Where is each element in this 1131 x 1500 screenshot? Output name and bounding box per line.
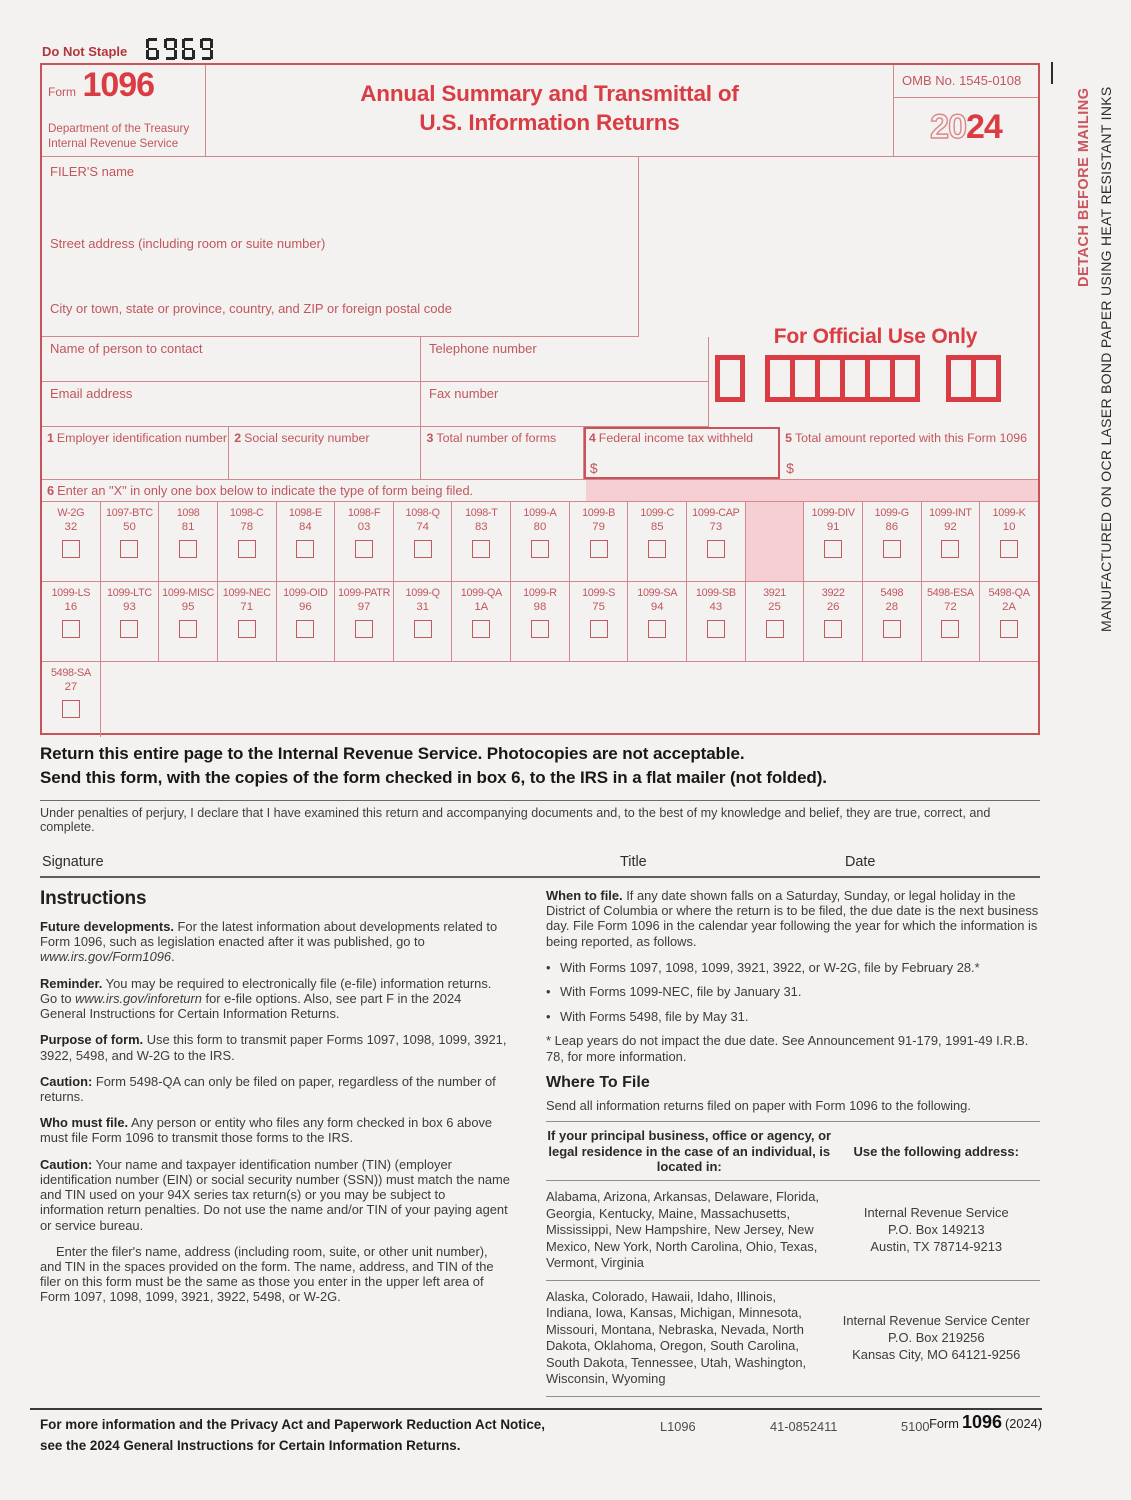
box1-number: 1: [47, 431, 54, 445]
fax-cell: [421, 382, 709, 427]
telephone-label: Telephone number: [429, 341, 537, 356]
form-type-code: 10: [1002, 521, 1016, 533]
where-to-file-intro: Send all information returns filed on paper with Form 1096 to the following.: [546, 1098, 971, 1114]
form-type-cell-1098-t: [452, 502, 511, 581]
city-state-zip-input[interactable]: [50, 318, 598, 334]
instruction-paragraph: Caution: Form 5498-QA can only be filed on paper, regardless of the number of returns.: [40, 1073, 496, 1104]
irs-address: [833, 1189, 1040, 1272]
official-use-box: [890, 355, 920, 402]
form-type-label: 1099-Q: [405, 587, 440, 599]
checkbox-1099-sb[interactable]: [707, 620, 725, 638]
checkbox-1099-nec[interactable]: [238, 620, 256, 638]
form-type-cell-1099-nec: [218, 582, 277, 661]
form-type-code: 95: [181, 601, 195, 613]
total-forms-input[interactable]: [427, 462, 564, 477]
form-type-cell-w-2g: [42, 502, 101, 581]
form-grid-row: [42, 502, 1038, 582]
form-type-code: 97: [357, 601, 371, 613]
filer-contact-block: [42, 157, 1038, 427]
form-type-label: 1099-OID: [283, 587, 328, 599]
signature-line: [40, 876, 1040, 878]
checkbox-1099-misc[interactable]: [179, 620, 197, 638]
footer-form-signature: [929, 1412, 1042, 1433]
email-cell: [42, 382, 421, 427]
form-type-cell-1098-q: [394, 502, 453, 581]
form-type-label: 1099-C: [640, 507, 675, 519]
bullet-icon: •: [546, 959, 551, 975]
where-to-file-row: [546, 1281, 1040, 1397]
form-type-label: 1099-S: [582, 587, 616, 599]
form-type-code: 71: [240, 601, 254, 613]
form-type-cell-1099-r: [511, 582, 570, 661]
where-to-file-rows: [546, 1181, 1040, 1397]
where-to-file-row: [546, 1181, 1040, 1281]
return-statements: [40, 742, 1040, 790]
contact-name-cell: [42, 337, 421, 382]
official-use-box-group: [765, 355, 920, 402]
form-type-label: 1098-C: [229, 507, 264, 519]
form-type-label: 1099-NEC: [222, 587, 271, 599]
form-type-label: W-2G: [57, 507, 85, 519]
checkbox-1099-b[interactable]: [590, 540, 608, 558]
checkbox-5498-qa[interactable]: [1000, 620, 1018, 638]
checkbox-w-2g[interactable]: [62, 540, 80, 558]
email-label: Email address: [50, 386, 133, 401]
box4-dollar-sign: $: [589, 460, 598, 476]
checkbox-1099-qa[interactable]: [472, 620, 490, 638]
form-type-cell-1098-f: [335, 502, 394, 581]
telephone-input[interactable]: [429, 358, 693, 374]
form-type-code: 86: [885, 521, 899, 533]
form-type-cell-1098: [159, 502, 218, 581]
checkbox-1099-a[interactable]: [531, 540, 549, 558]
dept-line1: Department of the Treasury: [48, 122, 190, 136]
date-label: Date: [845, 854, 876, 870]
form-type-label: 1099-A: [523, 507, 557, 519]
paper-manufacture-text: MANUFACTURED ON OCR LASER BOND PAPER USING HEAT RESISTANT INKS: [1098, 86, 1114, 632]
street-address-label: Street address (including room or suite number): [50, 236, 326, 251]
control-number-6969: [146, 38, 213, 60]
bullet-icon: •: [546, 984, 551, 1000]
official-use-box: [715, 355, 745, 402]
box5-dollar-sign: $: [786, 460, 794, 476]
box1-ein: [42, 427, 229, 479]
filer-address-cell: [42, 157, 639, 337]
deadline-bullet: [546, 984, 1040, 999]
checkbox-1099-k[interactable]: [1000, 540, 1018, 558]
form-type-code: 94: [650, 601, 664, 613]
form-type-code: 81: [181, 521, 195, 533]
form-type-cell-1099-misc: [159, 582, 218, 661]
footer-code-l1096: L1096: [660, 1419, 696, 1434]
dept-line2: Internal Revenue Service: [48, 136, 179, 150]
statement-line1: Return this entire page to the Internal Revenue Service. Photocopies are not acceptable.: [40, 744, 745, 763]
checkbox-1098-q[interactable]: [414, 540, 432, 558]
form-type-label: 1099-MISC: [162, 587, 215, 599]
form-type-label: 1099-R: [523, 587, 557, 599]
form-type-cell-3922: [804, 582, 863, 661]
city-state-zip-label: City or town, state or province, country, and ZIP or foreign postal code: [50, 301, 452, 316]
form-type-label: 3921: [763, 587, 786, 599]
contact-grid: [42, 337, 709, 427]
form-type-cell-1099-cap: [687, 502, 746, 581]
instruction-paragraph: Reminder. You may be required to electronically file (e-file) information returns. Go to www.irs.gov/inforeturn for e-file options. Also, see part F in the 2024 General Instructions for Certain Information Returns.: [40, 975, 492, 1022]
form-type-cell-5498-esa: [922, 582, 981, 661]
box3-total-forms: [421, 427, 583, 479]
official-use-box-group: [715, 355, 745, 402]
filer-name-input[interactable]: [50, 181, 598, 197]
contact-name-label: Name of person to contact: [50, 341, 203, 356]
tax-withheld-input[interactable]: [606, 462, 743, 477]
checkbox-5498-sa[interactable]: [62, 700, 80, 718]
form-type-label: 3922: [821, 587, 845, 599]
address-line: P.O. Box 149213: [887, 1222, 985, 1238]
form-type-code: 1A: [474, 601, 489, 613]
form-type-code: 75: [592, 601, 605, 613]
form-type-cell-1099-sb: [687, 582, 746, 661]
tax-year: [894, 98, 1038, 156]
official-use-boxes: [715, 355, 1036, 402]
form-type-label: 1098: [176, 507, 200, 519]
where-to-file-heading: Where To File: [546, 1074, 650, 1092]
address-line: Internal Revenue Service Center: [842, 1313, 1030, 1329]
signature-label: Signature: [42, 854, 104, 870]
form-type-label: 1098-E: [288, 507, 322, 519]
box4-label: Federal income tax withheld: [598, 431, 754, 445]
form-type-cell-1098-c: [218, 502, 277, 581]
form-main-box: [40, 63, 1040, 735]
form-type-code: 31: [416, 601, 429, 613]
perjury-statement: Under penalties of perjury, I declare that I have examined this return and accompanying documents and, to the best of my knowledge and belief, they are true, correct, and complete.: [40, 806, 991, 834]
states-list: Alaska, Colorado, Hawaii, Idaho, Illinois, Indiana, Iowa, Kansas, Michigan, Minnesota, Missouri, Montana, Nebraska, Nevada, North Dakota, Oklahoma, Oregon, South Carolina, South Dakota, Tennessee, Utah, Washington, Wisconsin, Wyoming: [546, 1288, 807, 1387]
statement-line2: Send this form, with the copies of the form checked in box 6, to the IRS in a flat mailer (not folded).: [40, 768, 827, 788]
control-digit-9: [200, 38, 213, 60]
checkbox-1099-r[interactable]: [531, 620, 549, 638]
instructions-left-column: [40, 888, 510, 1397]
checkbox-1099-int[interactable]: [941, 540, 959, 558]
where-to-file-table: [546, 1121, 1040, 1397]
box6-number: 6: [47, 483, 55, 498]
contact-name-input[interactable]: [50, 358, 398, 374]
detach-before-mailing-text: DETACH BEFORE MAILING: [1076, 87, 1092, 287]
bullet-text: With Forms 5498, file by May 31.: [560, 1008, 749, 1024]
form-type-code: 73: [709, 521, 723, 533]
form-type-label: 1099-SB: [695, 587, 736, 599]
checkbox-1099-div[interactable]: [824, 540, 842, 558]
form-type-label: 1099-G: [874, 507, 909, 519]
form-type-cell-1099-g: [863, 502, 922, 581]
year-prefix: 20: [930, 107, 966, 146]
filer-name-label: FILER'S name: [50, 164, 135, 179]
box5-number: 5: [785, 431, 792, 445]
instruction-paragraph: Caution: Your name and taxpayer identification number (TIN) (employer identification number (EIN) or social security number (SSN)) must match the name and TIN used on your 94X series tax return(s) or you may be subject to information return penalties. Do not use the name and/or TIN of your paying agent or service bureau.: [40, 1156, 510, 1233]
form-type-cell-1099-k: [980, 502, 1038, 581]
form-type-cell-1098-e: [277, 502, 336, 581]
form-type-code: 26: [826, 601, 840, 613]
checkbox-1098-t[interactable]: [472, 540, 490, 558]
checkbox-1098-f[interactable]: [355, 540, 373, 558]
form-type-label: 1099-QA: [460, 587, 502, 599]
form-type-label: 1099-B: [582, 507, 616, 519]
irs-address: [833, 1289, 1040, 1388]
footer-form-number: 1096: [961, 1412, 1002, 1432]
form-type-label: 1099-CAP: [692, 507, 740, 519]
form-type-code: 25: [768, 601, 781, 613]
form-type-cell-1099-sa: [628, 582, 687, 661]
box6-row: [42, 480, 1038, 502]
instruction-paragraph: Future developments. For the latest information about developments related to Form 1096, such as legislation enacted after it was published, go to www.irs.gov/Form1096.: [40, 919, 498, 965]
control-digit-6: [146, 38, 159, 60]
do-not-staple-label: Do Not Staple: [42, 44, 128, 59]
table-col2-header: Use the following address:: [853, 1143, 1019, 1159]
address-line: Internal Revenue Service: [863, 1205, 1009, 1221]
form-title-line1: Annual Summary and Transmittal of: [360, 81, 739, 106]
checkbox-3921[interactable]: [766, 620, 784, 638]
form-word-label: Form: [48, 85, 76, 99]
shaded-band: [586, 480, 1038, 501]
form-type-code: 72: [944, 601, 957, 613]
form-type-code: 78: [240, 521, 254, 533]
form-type-cell-1099-ltc: [101, 582, 160, 661]
checkbox-1099-ltc[interactable]: [120, 620, 138, 638]
form-type-cell-1099-a: [511, 502, 570, 581]
form-type-code: 93: [123, 601, 136, 613]
form-type-cell-1097-btc: [101, 502, 160, 581]
where-to-file-header: [546, 1122, 1040, 1181]
footer-notice-line1: For more information and the Privacy Act and Paperwork Reduction Act Notice,: [40, 1417, 545, 1432]
form-title-line2: U.S. Information Returns: [419, 110, 680, 136]
official-use-box-group: [946, 355, 1001, 402]
footer-notice: [40, 1415, 545, 1457]
form-type-code: 28: [885, 601, 899, 613]
checkbox-1099-patr[interactable]: [355, 620, 373, 638]
form-type-code: 98: [533, 601, 547, 613]
official-use-area: [709, 157, 1042, 427]
form-number-cell: [42, 65, 206, 156]
total-amount-input[interactable]: [802, 462, 983, 477]
form-type-code: 84: [299, 521, 312, 533]
form-header-row: [42, 65, 1038, 157]
boxes-1-5-row: [42, 427, 1038, 480]
telephone-cell: [421, 337, 709, 382]
box6-label: Enter an "X" in only one box below to indicate the type of form being filed.: [57, 483, 474, 498]
form-type-code: 2A: [1002, 601, 1017, 613]
form-type-cell-5498: [863, 582, 922, 661]
form-type-label: 1099-K: [992, 507, 1026, 519]
checkbox-1097-btc[interactable]: [120, 540, 138, 558]
form-type-cell-1099-oid: [277, 582, 336, 661]
footer-form-word: Form: [929, 1416, 959, 1431]
checkbox-1099-ls[interactable]: [62, 620, 80, 638]
checkbox-1099-g[interactable]: [883, 540, 901, 558]
divider-rule: [40, 800, 1040, 801]
ssn-input[interactable]: [235, 462, 398, 477]
form-type-code: 03: [357, 521, 371, 533]
form-grid-row: [42, 582, 1038, 662]
checkbox-1099-s[interactable]: [590, 620, 608, 638]
form-type-grid: [42, 502, 1038, 737]
checkbox-1099-sa[interactable]: [648, 620, 666, 638]
footer-code-5100: 5100: [901, 1419, 930, 1434]
form-type-label: 5498-ESA: [927, 587, 974, 599]
year-suffix: 24: [966, 107, 1002, 146]
form-type-cell-1099-ls: [42, 582, 101, 661]
footer-form-year: (2024): [1005, 1416, 1042, 1431]
form-type-cell-1099-patr: [335, 582, 394, 661]
form-title: [206, 65, 893, 156]
form-type-label: 1099-LTC: [107, 587, 152, 599]
footer-code-catalog: 41-0852411: [770, 1419, 838, 1434]
checkbox-1099-cap[interactable]: [707, 540, 725, 558]
fax-label: Fax number: [429, 386, 499, 401]
form-type-label: 1099-LS: [51, 587, 91, 599]
when-to-file-paragraph: When to file. If any date shown falls on a Saturday, Sunday, or legal holiday in the District of Columbia or where the return is to be filed, the due date is the next business day. File Form 1096 in the calendar year following the year for which the information is being reported, as follows.: [546, 888, 1039, 949]
form-type-code: 91: [826, 521, 840, 533]
table-col1-header: If your principal business, office or agency, or legal residence in the case of an individual, is located in:: [547, 1128, 832, 1174]
checkbox-1099-q[interactable]: [414, 620, 432, 638]
checkbox-1098[interactable]: [179, 540, 197, 558]
form-type-label: 5498: [880, 587, 904, 599]
box3-label: Total number of forms: [436, 431, 557, 445]
checkbox-1099-c[interactable]: [648, 540, 666, 558]
box2-number: 2: [234, 431, 242, 445]
checkbox-5498[interactable]: [883, 620, 901, 638]
department-lines: [48, 122, 189, 151]
bullet-text: With Forms 1097, 1098, 1099, 3921, 3922, or W-2G, file by February 28.*: [560, 959, 980, 975]
address-line: P.O. Box 219256: [887, 1330, 985, 1346]
form-type-label: 1099-INT: [929, 507, 972, 519]
form-type-label: 1099-SA: [637, 587, 678, 599]
box4-number: 4: [588, 431, 596, 445]
form-type-cell-1099-s: [570, 582, 629, 661]
shaded-cell: [746, 502, 805, 581]
official-use-box: [971, 355, 1001, 402]
signature-field[interactable]: [120, 856, 540, 874]
form-type-code: 96: [299, 601, 312, 613]
form-type-cell-1099-qa: [452, 582, 511, 661]
form-type-cell-1099-int: [922, 502, 981, 581]
registration-mark: [1051, 62, 1053, 84]
checkbox-5498-esa[interactable]: [941, 620, 959, 638]
form-type-label: 1099-PATR: [337, 587, 391, 599]
form-type-code: 32: [64, 521, 78, 533]
form-type-code: 27: [64, 681, 78, 693]
form-type-cell-3921: [746, 582, 805, 661]
box5-label: Total amount reported with this Form 1096: [794, 431, 1028, 445]
form-type-cell-5498-qa: [980, 582, 1038, 661]
filing-deadline-bullets: [546, 960, 1040, 1024]
form-type-label: 5498-SA: [50, 667, 91, 679]
ein-input[interactable]: [48, 462, 206, 477]
footer-notice-line2: see the 2024 General Instructions for Certain Information Returns.: [40, 1437, 461, 1453]
form-type-cell-1099-div: [804, 502, 863, 581]
instructions-heading: Instructions: [40, 888, 147, 909]
box4-tax-withheld: [584, 427, 780, 479]
box1-label: Employer identification number: [56, 431, 228, 445]
form-type-code: 16: [64, 601, 78, 613]
form-type-code: 43: [709, 601, 723, 613]
form-type-code: 85: [650, 521, 664, 533]
instructions-left-paragraphs: [40, 919, 510, 1305]
address-line: Austin, TX 78714-9213: [870, 1238, 1003, 1254]
form-grid-row: [42, 662, 1038, 737]
form-type-label: 1099-DIV: [811, 507, 855, 519]
instruction-paragraph: Who must file. Any person or entity who files any form checked in box 6 above must file Form 1096 to transmit those forms to the IRS.: [40, 1115, 493, 1146]
form-type-cell-1099-c: [628, 502, 687, 581]
official-use-title: For Official Use Only: [773, 325, 978, 348]
form-number: 1096: [82, 66, 155, 104]
fax-input[interactable]: [429, 403, 693, 419]
deadline-bullet: [546, 1009, 1040, 1024]
form-type-cell-5498-sa: [42, 662, 101, 737]
box2-ssn: [229, 427, 421, 479]
instructions-section: [40, 888, 1040, 1397]
control-digit-9: [164, 38, 177, 60]
form-type-label: 1098-T: [465, 507, 498, 519]
form-type-label: 1098-F: [347, 507, 381, 519]
states-list: Alabama, Arizona, Arkansas, Delaware, Florida, Georgia, Kentucky, Maine, Massachusetts, Mississippi, New Hampshire, New Jersey, New Mexico, New York, North Carolina, Ohio, Texas, Vermont, Virginia: [546, 1189, 819, 1271]
form-type-cell-1099-b: [570, 502, 629, 581]
omb-cell: [893, 65, 1038, 156]
checkbox-1098-e[interactable]: [296, 540, 314, 558]
bullet-icon: •: [546, 1008, 551, 1024]
footer-rule: [30, 1408, 1042, 1410]
instruction-paragraph: Enter the filer's name, address (including room, suite, or other unit number), and TIN in the spaces provided on the form. The name, address, and TIN of the filer on this form must be the same as those you enter in the upper left area of Form 1097, 1098, 1099, 3921, 3922, 5498, or W-2G.: [40, 1243, 494, 1305]
form-type-label: 1097-BTC: [106, 507, 153, 519]
form-type-label: 5498-QA: [988, 587, 1030, 599]
title-label: Title: [620, 854, 647, 870]
control-digit-6: [182, 38, 195, 60]
checkbox-3922[interactable]: [824, 620, 842, 638]
leap-year-footnote: * Leap years do not impact the due date. See Announcement 91-179, 1991-49 I.R.B. 78, for more information.: [546, 1033, 1029, 1064]
omb-number: OMB No. 1545-0108: [894, 65, 1038, 98]
form-type-code: 92: [944, 521, 957, 533]
form-type-code: 83: [474, 521, 488, 533]
instruction-paragraph: Purpose of form. Use this form to transmit paper Forms 1097, 1098, 1099, 3921, 3922, 5498, and W-2G to the IRS.: [40, 1032, 507, 1063]
bullet-text: With Forms 1099-NEC, file by January 31.: [560, 984, 802, 1000]
checkbox-1099-oid[interactable]: [296, 620, 314, 638]
form-type-cell-1099-q: [394, 582, 453, 661]
form-type-code: 50: [123, 521, 136, 533]
title-field[interactable]: [660, 856, 840, 874]
box5-total-amount: [780, 427, 1038, 479]
box2-label: Social security number: [244, 431, 370, 445]
form-type-code: 79: [592, 521, 605, 533]
form-type-code: 74: [416, 521, 429, 533]
street-address-input[interactable]: [50, 253, 598, 269]
checkbox-1098-c[interactable]: [238, 540, 256, 558]
empty-grid-area: [101, 662, 1038, 737]
address-line: Kansas City, MO 64121-9256: [852, 1346, 1021, 1362]
form-type-label: 1098-Q: [405, 507, 440, 519]
date-field[interactable]: [890, 856, 1040, 874]
form-type-code: 80: [533, 521, 547, 533]
deadline-bullet: [546, 960, 1040, 975]
email-input[interactable]: [50, 403, 398, 419]
instructions-right-column: [546, 888, 1040, 1397]
box3-number: 3: [426, 431, 434, 445]
